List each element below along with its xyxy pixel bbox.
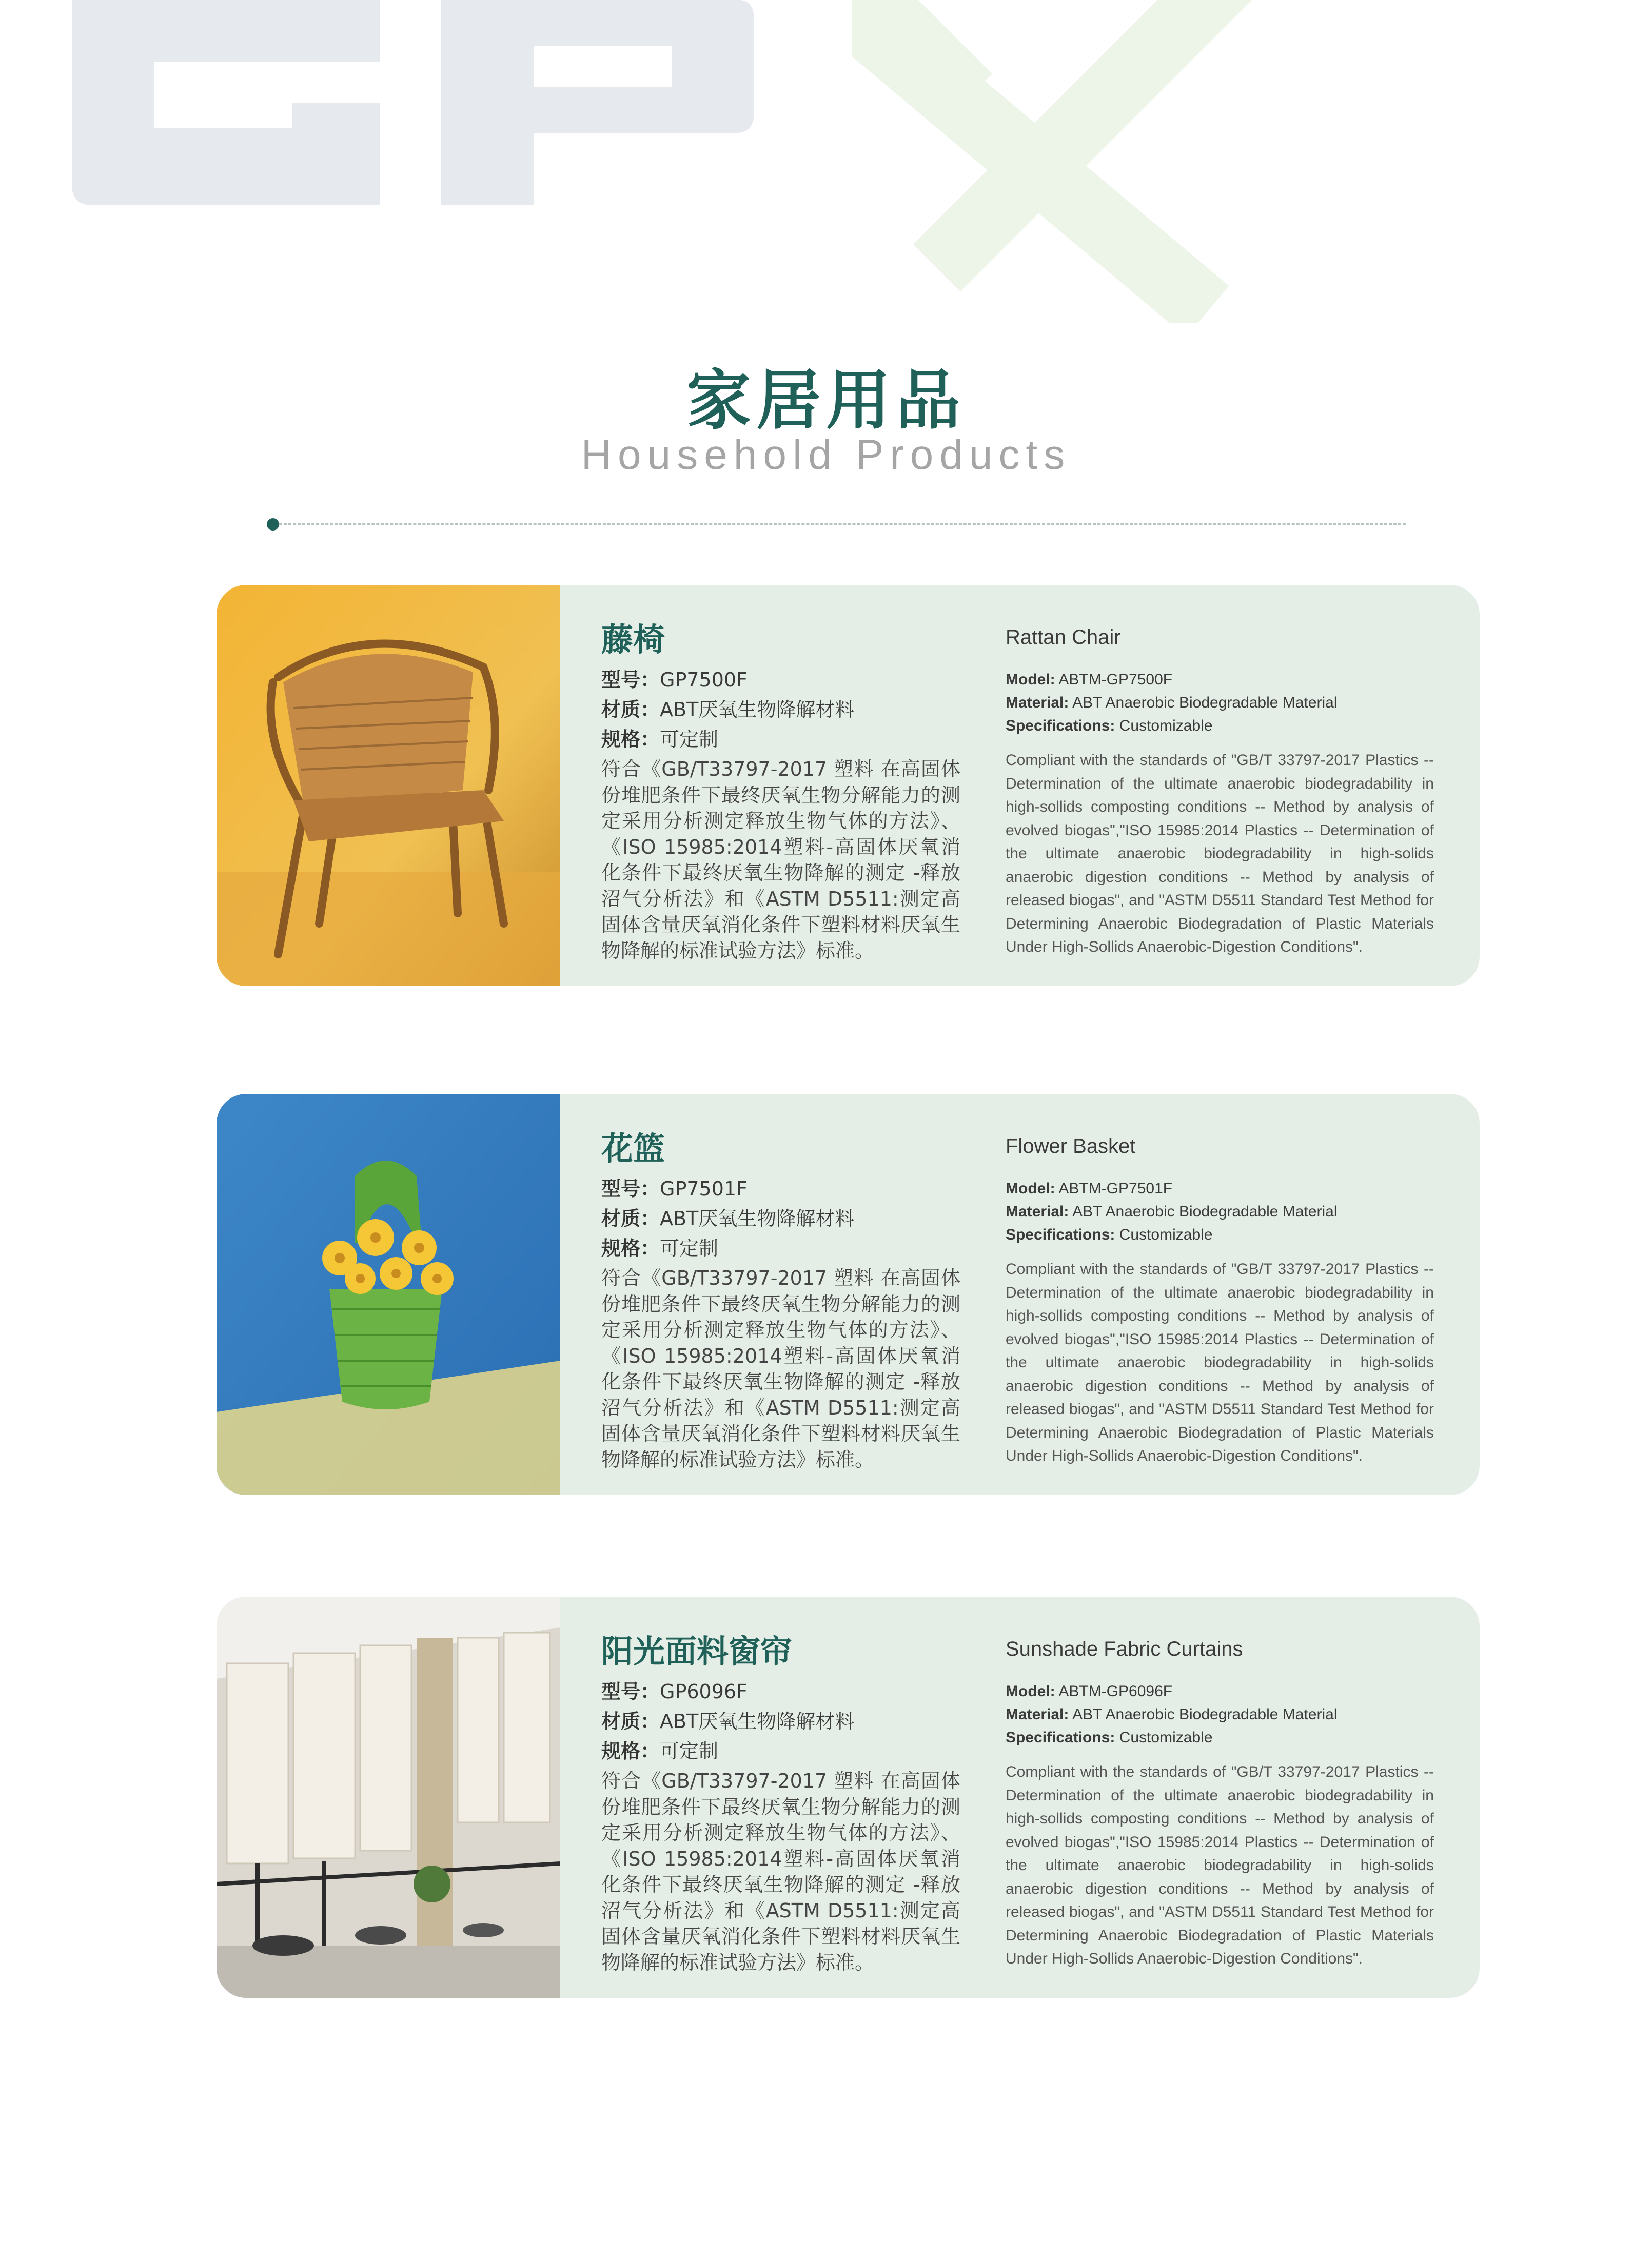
cn-description: 符合《GB/T33797-2017 塑料 在高固体份堆肥条件下最终厌氧生物分解能力的测定采用分析测定释放生物气体的方法》、《ISO 15985:2014塑料-高固体厌氧消化条件下最终厌氧生物降解的测定 -释放沼气分析法》和《ASTM D5511:测定高固体含量厌氧消化条件下塑料材料厌氧生物降解的标准试验方法》标准。	[601, 758, 960, 962]
divider-line	[279, 523, 1406, 525]
rattan-chair-photo	[217, 585, 560, 986]
en-spec-value: Customizable	[1119, 717, 1213, 734]
cn-material-value: ABT厌氧生物降解材料	[660, 1710, 855, 1733]
en-material-row	[1006, 691, 1434, 714]
en-material-value: ABT Anaerobic Biodegradable Material	[1072, 1706, 1338, 1723]
cn-product-title: 藤椅	[601, 621, 665, 658]
cn-material-value: ABT厌氧生物降解材料	[660, 1207, 855, 1230]
en-material-label: Material:	[1006, 1203, 1069, 1220]
product-card-rattan-chair	[217, 585, 1480, 986]
cn-model-label: 型号：	[601, 669, 660, 691]
en-material-row	[1006, 1703, 1434, 1726]
cn-product-title: 花篮	[601, 1130, 665, 1167]
divider-dot	[267, 518, 279, 531]
en-product-title: Flower Basket	[1006, 1135, 1136, 1157]
cn-model-value: GP7501F	[660, 1177, 748, 1200]
en-model-label: Model:	[1006, 1683, 1055, 1700]
watermark-cross-logo	[852, 0, 1303, 323]
page-title: 家居用品	[686, 363, 966, 438]
en-model-label: Model:	[1006, 1180, 1055, 1197]
en-description: Compliant with the standards of "GB/T 33797-2017 Plastics -- Determination of the ultimate anaerobic biodegradability in high-sollids composting conditions -- Method by analysis of evolved biogas","ISO 15985:2014 Plastics -- Determination of the ultimate anaerobic biodegradability in high-solids anaerobic digestion conditions -- Method by analysis of released biogas", and "ASTM D5511 Standard Test Method for Determining Anaerobic Biodegradation of Plastic Materials Under High-Sollids Anaerobic-Digestion Conditions".	[1006, 752, 1434, 955]
watermark-letter-g	[62, 0, 390, 210]
cn-spec-label: 规格：	[601, 1237, 660, 1260]
en-spec-value: Customizable	[1119, 1729, 1213, 1746]
en-model-value: ABTM-GP7501F	[1058, 1180, 1173, 1197]
cn-model-value: GP7500F	[660, 669, 748, 691]
cn-material-label: 材质：	[601, 698, 660, 721]
flower-basket-photo	[217, 1094, 560, 1495]
en-material-label: Material:	[1006, 1706, 1069, 1723]
en-model-value: ABTM-GP7500F	[1058, 671, 1173, 688]
en-info-block	[1006, 1131, 1434, 1468]
product-card-flower-basket	[217, 1094, 1480, 1495]
en-spec-row	[1006, 714, 1434, 737]
en-model-label: Model:	[1006, 671, 1055, 688]
en-model-row	[1006, 668, 1434, 691]
cn-spec-value: 可定制	[660, 1237, 719, 1260]
product-card-sunshade-curtains	[217, 1597, 1480, 1998]
cn-material-value: ABT厌氧生物降解材料	[660, 698, 855, 721]
en-spec-row	[1006, 1726, 1434, 1749]
cn-model-label: 型号：	[601, 1680, 660, 1703]
en-model-row	[1006, 1177, 1434, 1200]
en-description: Compliant with the standards of "GB/T 33797-2017 Plastics -- Determination of the ultimate anaerobic biodegradability in high-sollids composting conditions -- Method by analysis of evolved biogas","ISO 15985:2014 Plastics -- Determination of the ultimate anaerobic biodegradability in high-solids anaerobic digestion conditions -- Method by analysis of released biogas", and "ASTM D5511 Standard Test Method for Determining Anaerobic Biodegradation of Plastic Materials Under High-Sollids Anaerobic-Digestion Conditions".	[1006, 1763, 1434, 1967]
cn-model-value: GP6096F	[660, 1680, 748, 1703]
cn-model-label: 型号：	[601, 1177, 660, 1200]
cn-spec-label: 规格：	[601, 728, 660, 751]
watermark-letter-p	[431, 0, 759, 210]
cn-product-title: 阳光面料窗帘	[601, 1633, 793, 1670]
cn-description: 符合《GB/T33797-2017 塑料 在高固体份堆肥条件下最终厌氧生物分解能力的测定采用分析测定释放生物气体的方法》、《ISO 15985:2014塑料-高固体厌氧消化条件下最终厌氧生物降解的测定 -释放沼气分析法》和《ASTM D5511:测定高固体含量厌氧消化条件下塑料材料厌氧生物降解的标准试验方法》标准。	[601, 1267, 960, 1471]
en-material-label: Material:	[1006, 694, 1069, 711]
cn-material-label: 材质：	[601, 1207, 660, 1230]
cn-spec-label: 规格：	[601, 1740, 660, 1762]
en-spec-label: Specifications:	[1006, 1226, 1115, 1243]
en-model-row	[1006, 1680, 1434, 1703]
en-product-title: Sunshade Fabric Curtains	[1006, 1638, 1243, 1660]
en-spec-label: Specifications:	[1006, 1729, 1115, 1746]
en-spec-row	[1006, 1223, 1434, 1246]
en-model-value: ABTM-GP6096F	[1058, 1683, 1173, 1700]
en-material-value: ABT Anaerobic Biodegradable Material	[1072, 1203, 1338, 1220]
cn-material-label: 材质：	[601, 1710, 660, 1733]
title-divider	[267, 518, 1406, 529]
en-material-row	[1006, 1200, 1434, 1223]
en-spec-label: Specifications:	[1006, 717, 1115, 734]
en-info-block	[1006, 622, 1434, 959]
page-subtitle: Household Products	[581, 431, 1071, 478]
cn-spec-value: 可定制	[660, 1740, 719, 1762]
cn-description: 符合《GB/T33797-2017 塑料 在高固体份堆肥条件下最终厌氧生物分解能力的测定采用分析测定释放生物气体的方法》、《ISO 15985:2014塑料-高固体厌氧消化条件下最终厌氧生物降解的测定 -释放沼气分析法》和《ASTM D5511:测定高固体含量厌氧消化条件下塑料材料厌氧生物降解的标准试验方法》标准。	[601, 1770, 960, 1974]
sunshade-curtains-photo	[217, 1597, 560, 1998]
cn-spec-value: 可定制	[660, 728, 719, 751]
en-spec-value: Customizable	[1119, 1226, 1213, 1243]
en-product-title: Rattan Chair	[1006, 626, 1121, 649]
en-info-block	[1006, 1634, 1434, 1971]
en-description: Compliant with the standards of "GB/T 33797-2017 Plastics -- Determination of the ultimate anaerobic biodegradability in high-sollids composting conditions -- Method by analysis of evolved biogas","ISO 15985:2014 Plastics -- Determination of the ultimate anaerobic biodegradability in high-solids anaerobic digestion conditions -- Method by analysis of released biogas", and "ASTM D5511 Standard Test Method for Determining Anaerobic Biodegradation of Plastic Materials Under High-Sollids Anaerobic-Digestion Conditions".	[1006, 1261, 1434, 1464]
en-material-value: ABT Anaerobic Biodegradable Material	[1072, 694, 1338, 711]
